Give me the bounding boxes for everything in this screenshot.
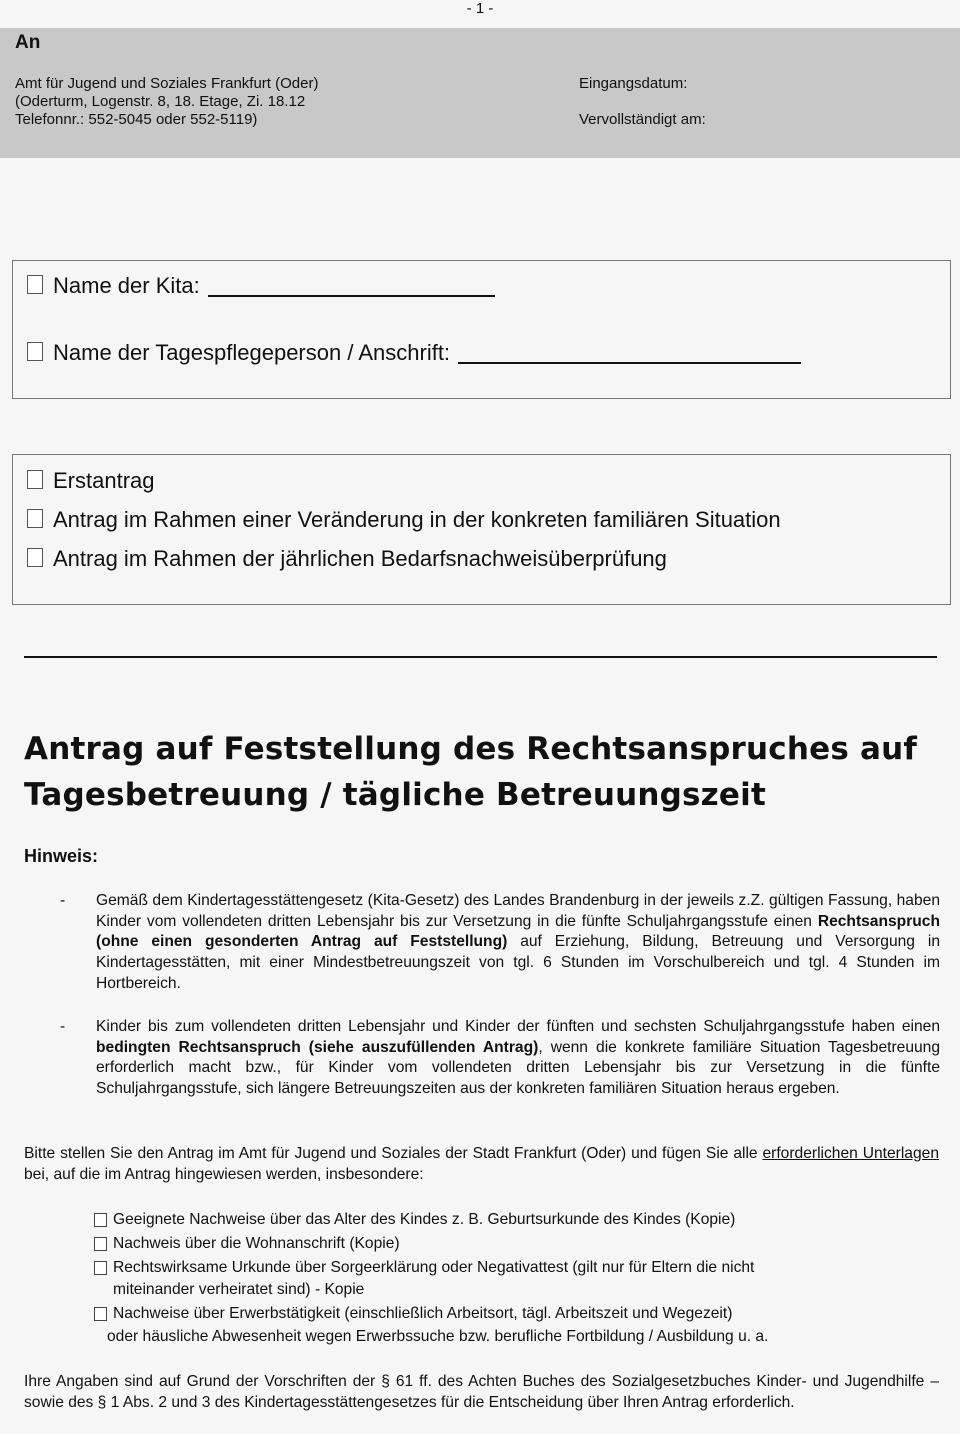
tagespflege-address-line[interactable] bbox=[458, 362, 801, 364]
text-run: Kinder bis zum vollendeten dritten Lebensjahr und Kinder der fünften und sechsten Schuljahrgangsstufe haben einen bbox=[96, 1018, 940, 1035]
document-checkbox[interactable] bbox=[94, 1307, 107, 1321]
document-label: Nachweis über die Wohnanschrift (Kopie) bbox=[113, 1235, 400, 1252]
title-line: Tagesbetreuung / tägliche Betreuungszeit bbox=[24, 777, 766, 813]
kita-row bbox=[27, 273, 495, 299]
bullet-dash: - bbox=[60, 1018, 66, 1035]
document-label: Geeignete Nachweise über das Alter des Kindes z. B. Geburtsurkunde des Kindes (Kopie) bbox=[113, 1211, 736, 1228]
received-date-label: Eingangsdatum: bbox=[579, 75, 688, 92]
completed-date-label: Vervollständigt am: bbox=[579, 111, 706, 128]
document-item bbox=[94, 1209, 944, 1231]
application-type-option bbox=[27, 507, 781, 533]
text-run: bei, auf die im Antrag hingewiesen werden, insbesondere: bbox=[24, 1166, 424, 1183]
hinweis-bullet bbox=[60, 1017, 940, 1100]
address-header bbox=[0, 28, 960, 158]
document-label: Rechtswirksame Urkunde über Sorgeerklärung oder Negativattest (gilt nur für Eltern die nicht bbox=[113, 1259, 755, 1276]
underlined-text-run: erforderlichen Unterlagen bbox=[762, 1145, 939, 1162]
recipient-label: An bbox=[15, 32, 41, 53]
tagespflege-label: Name der Tagespflegeperson / Anschrift: bbox=[53, 340, 451, 365]
document-label: Nachweise über Erwerbstätigkeit (einschließlich Arbeitsort, tägl. Arbeitszeit und Wegezeit) bbox=[113, 1305, 733, 1322]
option-label: Antrag im Rahmen einer Veränderung in der konkreten familiären Situation bbox=[53, 507, 781, 532]
address-line: Amt für Jugend und Soziales Frankfurt (Oder) bbox=[15, 75, 319, 92]
option-checkbox[interactable] bbox=[27, 470, 43, 489]
document-checkbox[interactable] bbox=[94, 1261, 107, 1275]
page-number: - 1 - bbox=[466, 0, 494, 17]
option-checkbox[interactable] bbox=[27, 509, 43, 528]
option-checkbox[interactable] bbox=[27, 548, 43, 567]
document-checkbox[interactable] bbox=[94, 1213, 107, 1227]
application-type-option bbox=[27, 468, 155, 494]
tagespflege-row bbox=[27, 340, 801, 366]
text-run: , wenn die konkrete familiäre Situation Tagesbetreuung erforderlich macht bzw., für Kinder vom vollendeten dritten Lebensjahr bis zur Versetzung in die fünfte Schuljahrgangsstufe, sich längere Betreuungszeiten aus der konkreten familiären Situation heraus ergeben. bbox=[96, 1038, 941, 1098]
kita-label: Name der Kita: bbox=[53, 273, 200, 298]
document-label-continued: miteinander verheiratet sind) - Kopie bbox=[113, 1281, 365, 1298]
document-title bbox=[24, 726, 944, 818]
date-fields bbox=[579, 75, 706, 129]
document-label-continued: oder häusliche Abwesenheit wegen Erwerbssuche bzw. berufliche Fortbildung / Ausbildung u. a. bbox=[107, 1328, 769, 1345]
bullet-dash: - bbox=[60, 892, 66, 909]
provider-box bbox=[12, 260, 951, 399]
text-run: Bitte stellen Sie den Antrag im Amt für Jugend und Soziales der Stadt Frankfurt (Oder) und fügen Sie alle bbox=[24, 1145, 763, 1162]
kita-checkbox[interactable] bbox=[27, 275, 43, 294]
kita-name-line[interactable] bbox=[208, 295, 495, 297]
title-line: Antrag auf Feststellung des Rechtsanspruches auf bbox=[24, 731, 918, 767]
document-checkbox[interactable] bbox=[94, 1237, 107, 1251]
option-label: Antrag im Rahmen der jährlichen Bedarfsnachweisüberprüfung bbox=[53, 546, 667, 571]
bold-text-run: bedingten Rechtsanspruch (siehe auszufüllenden Antrag) bbox=[96, 1038, 539, 1056]
divider-line bbox=[24, 656, 937, 658]
request-paragraph bbox=[24, 1143, 939, 1185]
address-line: (Oderturm, Logenstr. 8, 18. Etage, Zi. 18.12 bbox=[15, 93, 306, 110]
application-type-box bbox=[12, 454, 951, 605]
hinweis-bullet bbox=[60, 891, 940, 995]
bullet-text bbox=[96, 891, 940, 995]
bullet-text bbox=[96, 1017, 940, 1100]
tagespflege-checkbox[interactable] bbox=[27, 342, 43, 361]
document-item bbox=[94, 1233, 944, 1255]
text-run: auf Erziehung, Bildung, Betreuung und Versorgung in Kindertagesstätten, mit einer Mindestbetreuungszeit von tgl. 6 Stunden im Vorschulbereich und tgl. 4 Stunden im Hortbereich. bbox=[96, 933, 940, 992]
text-run: Gemäß dem Kindertagesstättengesetz (Kita-Gesetz) des Landes Brandenburg in der jeweils z.Z. gültigen Fassung, haben Kinder vom vollendeten dritten Lebensjahr bis zur Versetzung in die fünfte Schuljahrgangsstufe einen bbox=[96, 892, 940, 930]
hinweis-heading: Hinweis: bbox=[24, 846, 99, 866]
document-item bbox=[94, 1257, 944, 1301]
document-item bbox=[94, 1303, 944, 1325]
application-type-option bbox=[27, 546, 667, 572]
option-label: Erstantrag bbox=[53, 468, 155, 493]
office-address bbox=[15, 75, 318, 129]
address-line: Telefonnr.: 552-5045 oder 552-5119) bbox=[15, 111, 258, 128]
required-documents-list bbox=[94, 1209, 944, 1348]
bold-text-run: Rechtsanspruch (ohne einen gesonderten Antrag auf Feststellung) bbox=[96, 912, 940, 951]
legal-note: Ihre Angaben sind auf Grund der Vorschriften der § 61 ff. des Achten Buches des Sozialgesetzbuches Kinder- und Jugendhilfe – sowie des § 1 Abs. 2 und 3 des Kindertagesstättengesetzes für die Entscheidung über Ihren Antrag erforderlich. bbox=[24, 1373, 939, 1411]
